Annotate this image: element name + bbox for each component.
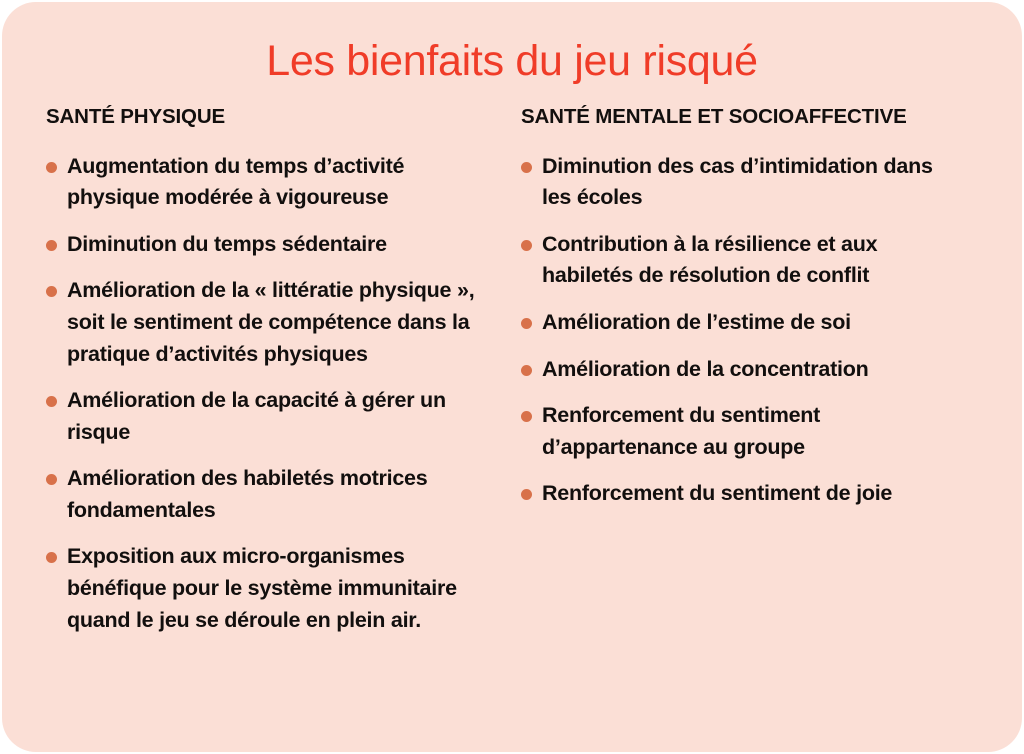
list-item: [521, 354, 966, 386]
benefits-list-mental: [521, 151, 1002, 510]
list-item-label: Amélioration de l’estime de soi: [542, 309, 851, 334]
list-item: [46, 385, 492, 448]
bullet-dot-icon: [521, 411, 532, 422]
list-item-label: Renforcement du sentiment de joie: [542, 481, 893, 506]
list-item-label: Augmentation du temps d’activité physique modérée à vigoureuse: [67, 153, 405, 210]
page-title: Les bienfaits du jeu risqué: [266, 37, 758, 85]
list-item-label: Amélioration de la concentration: [542, 356, 869, 381]
bullet-dot-icon: [521, 240, 532, 251]
list-item: [521, 478, 966, 510]
list-item-label: Exposition aux micro-organismes bénéfique pour le système immunitaire quand le jeu se déroule en plein air.: [67, 544, 457, 632]
list-item: [46, 151, 492, 214]
list-item-label: Renforcement du sentiment d’appartenance au groupe: [542, 403, 821, 459]
list-item: [46, 463, 492, 526]
infographic-card: [2, 2, 1022, 752]
bullet-dot-icon: [46, 552, 57, 563]
bullet-dot-icon: [46, 286, 57, 297]
list-item-label: Amélioration des habiletés motrices fondamentales: [67, 466, 428, 522]
bullet-dot-icon: [521, 365, 532, 376]
column-heading-physical: SANTÉ PHYSIQUE: [46, 105, 226, 128]
bullet-dot-icon: [521, 318, 532, 329]
list-item-label: Diminution du temps sédentaire: [67, 231, 387, 256]
list-item-label: Amélioration de la « littératie physique », soit le sentiment de compétence dans la pratique d’activités physiques: [67, 278, 475, 366]
list-item: [46, 229, 492, 261]
list-item: [46, 275, 492, 370]
list-item: [521, 151, 966, 214]
list-item: [521, 307, 966, 339]
bullet-dot-icon: [46, 474, 57, 485]
bullet-dot-icon: [46, 396, 57, 407]
bullet-dot-icon: [521, 489, 532, 500]
list-item-label: Contribution à la résilience et aux habiletés de résolution de conflit: [542, 231, 878, 288]
column-sante-physique: [2, 106, 502, 636]
list-item: [521, 229, 966, 292]
list-item-label: Diminution des cas d’intimidation dans les écoles: [542, 153, 933, 210]
benefits-list-physical: [46, 151, 502, 637]
bullet-dot-icon: [46, 240, 57, 251]
list-item: [521, 400, 966, 463]
bullet-dot-icon: [46, 162, 57, 173]
list-item: [46, 541, 492, 636]
bullet-dot-icon: [521, 162, 532, 173]
list-item-label: Amélioration de la capacité à gérer un risque: [67, 388, 446, 444]
two-column-layout: [2, 106, 1022, 636]
column-sante-mentale-socioaffective: [502, 106, 1002, 636]
column-heading-mental: SANTÉ MENTALE ET SOCIOAFFECTIVE: [521, 105, 907, 128]
